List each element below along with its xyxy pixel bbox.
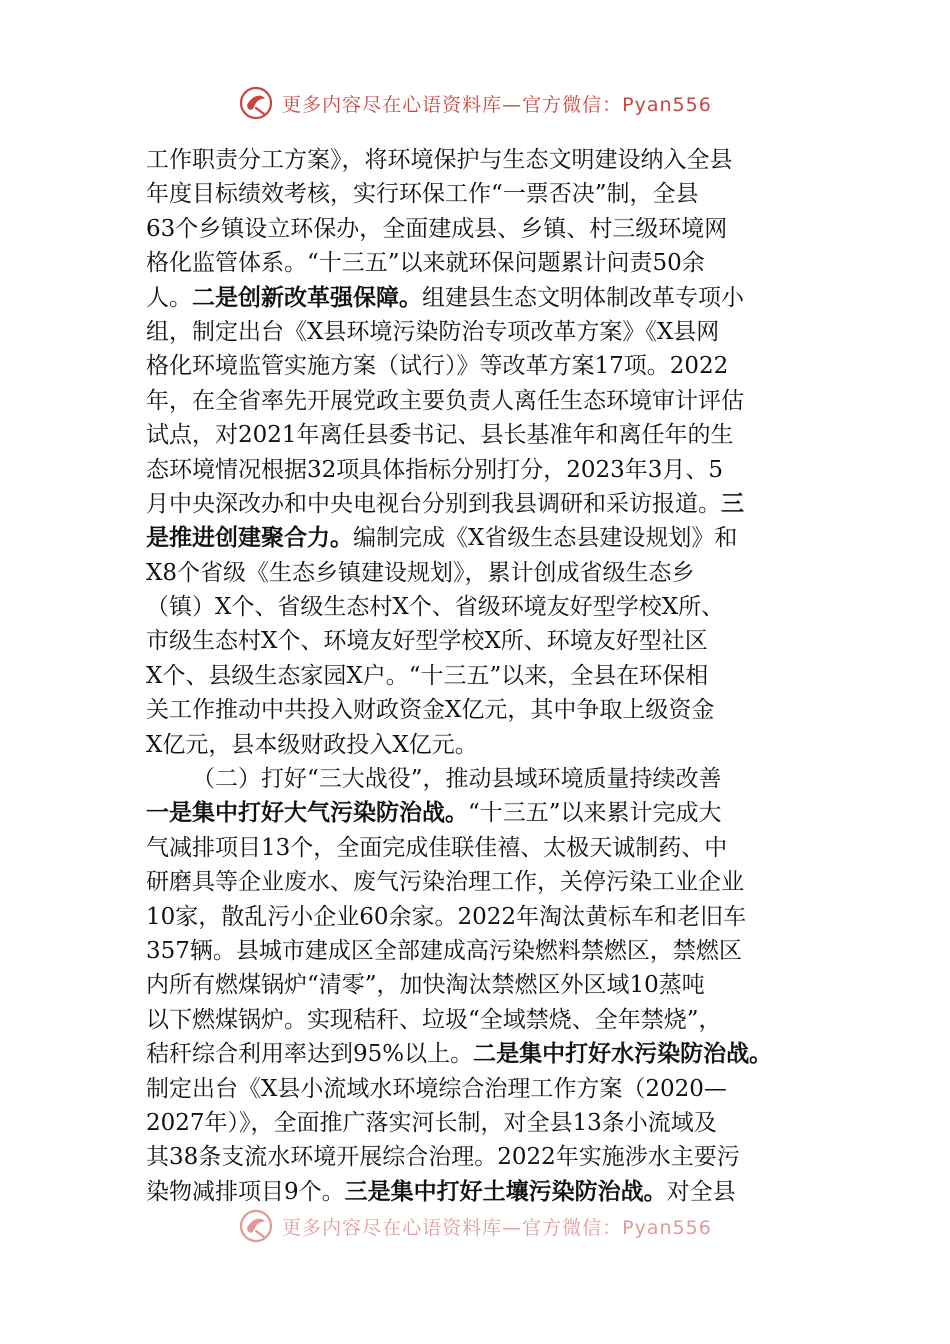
text-line: 染物减排项目9个。三是集中打好土壤污染防治战。对全县 bbox=[146, 1178, 736, 1205]
text-line: 人。二是创新改革强保障。组建县生态文明体制改革专项小 bbox=[146, 284, 744, 311]
text-line: 以下燃煤锅炉。实现秸秆、垃圾“全域禁烧、全年禁烧”， bbox=[146, 1006, 722, 1033]
text-line: 试点，对2021年离任县委书记、县长基准年和离任年的生 bbox=[146, 422, 734, 449]
text-line: 关工作推动中共投入财政资金X亿元，其中争取上级资金 bbox=[146, 697, 715, 724]
text-line: 气减排项目13个，全面完成佳联佳禧、太极天诚制药、中 bbox=[146, 834, 728, 861]
section-heading-three-start: 三 bbox=[721, 490, 744, 517]
text-line: 格化环境监管实施方案（试行）》等改革方案17项。2022 bbox=[146, 353, 729, 380]
text-line: 其38条支流水环境开展综合治理。2022年实施涉水主要污 bbox=[146, 1144, 740, 1171]
text-line: 63个乡镇设立环保办，全面建成县、乡镇、村三级环境网 bbox=[146, 215, 728, 242]
footer-watermark bbox=[0, 1209, 950, 1243]
text-line: 月中央深改办和中央电视台分别到我县调研和采访报道。三 bbox=[146, 490, 744, 517]
text-line: 市级生态村X个、环境友好型学校X所、环境友好型社区 bbox=[146, 628, 708, 655]
section-title: （二）打好“三大战役”，推动县域环境质量持续改善 bbox=[192, 766, 722, 793]
header-watermark-text: 更多内容尽在心语资料库—官方微信：Pyan556 bbox=[282, 93, 712, 116]
text-line: （镇）X个、省级生态村X个、省级环境友好型学校X所、 bbox=[146, 594, 725, 621]
section-heading-three-end: 是推进创建聚合力。 bbox=[146, 525, 353, 552]
section-heading-soil: 三是集中打好土壤污染防治战。 bbox=[344, 1178, 667, 1205]
text-line: X个、县级生态家园X户。“十三五”以来，全县在环保相 bbox=[146, 662, 709, 689]
section-heading-water: 二是集中打好水污染防治战。 bbox=[473, 1041, 773, 1068]
text-line: 年，在全省率先开展党政主要负责人离任生态环境审计评估 bbox=[146, 387, 744, 414]
text-line: 2027年）》，全面推广落实河长制，对全县13条小流域及 bbox=[146, 1109, 717, 1136]
text-line: X8个省级《生态乡镇建设规划》，累计创成省级生态乡 bbox=[146, 559, 695, 586]
text-line: 357辆。县城市建成区全部建成高污染燃料禁燃区，禁燃区 bbox=[146, 937, 742, 964]
section-heading-two: 二是创新改革强保障。 bbox=[192, 284, 422, 311]
text-line: 研磨具等企业废水、废气污染治理工作，关停污染工业企业 bbox=[146, 869, 744, 896]
header-watermark bbox=[0, 84, 950, 122]
footer-watermark-text: 更多内容尽在心语资料库—官方微信：Pyan556 bbox=[282, 1216, 712, 1239]
text-line: 秸秆综合利用率达到95%以上。二是集中打好水污染防治战。 bbox=[146, 1041, 773, 1068]
text-line: 一是集中打好大气污染防治战。“十三五”以来累计完成大 bbox=[146, 800, 722, 827]
text-line: 内所有燃煤锅炉“清零”，加快淘汰禁燃区外区域10蒸吨 bbox=[146, 972, 705, 999]
text-line: 工作职责分工方案》，将环境保护与生态文明建设纳入全县 bbox=[146, 147, 733, 173]
text-line: 制定出台《X县小流域水环境综合治理工作方案（2020— bbox=[146, 1075, 727, 1102]
brand-logo-icon bbox=[238, 85, 274, 121]
text-line: 组，制定出台《X县环境污染防治专项改革方案》《X县网 bbox=[146, 318, 720, 345]
document-body bbox=[146, 143, 808, 1209]
text-line: X亿元，县本级财政投入X亿元。 bbox=[146, 731, 478, 758]
text-line: 是推进创建聚合力。编制完成《X省级生态县建设规划》和 bbox=[146, 525, 738, 552]
text-line: 10家，散乱污小企业60余家。2022年淘汰黄标车和老旧车 bbox=[146, 903, 747, 930]
text-line: 格化监管体系。“十三五”以来就环保问题累计问责50余 bbox=[146, 250, 705, 277]
brand-logo-icon bbox=[238, 1208, 274, 1244]
text-line: 态环境情况根据32项具体指标分别打分，2023年3月、5 bbox=[146, 456, 724, 483]
section-heading-air: 一是集中打好大气污染防治战。 bbox=[146, 800, 468, 827]
text-line: 年度目标绩效考核，实行环保工作“一票否决”制，全县 bbox=[146, 181, 699, 208]
